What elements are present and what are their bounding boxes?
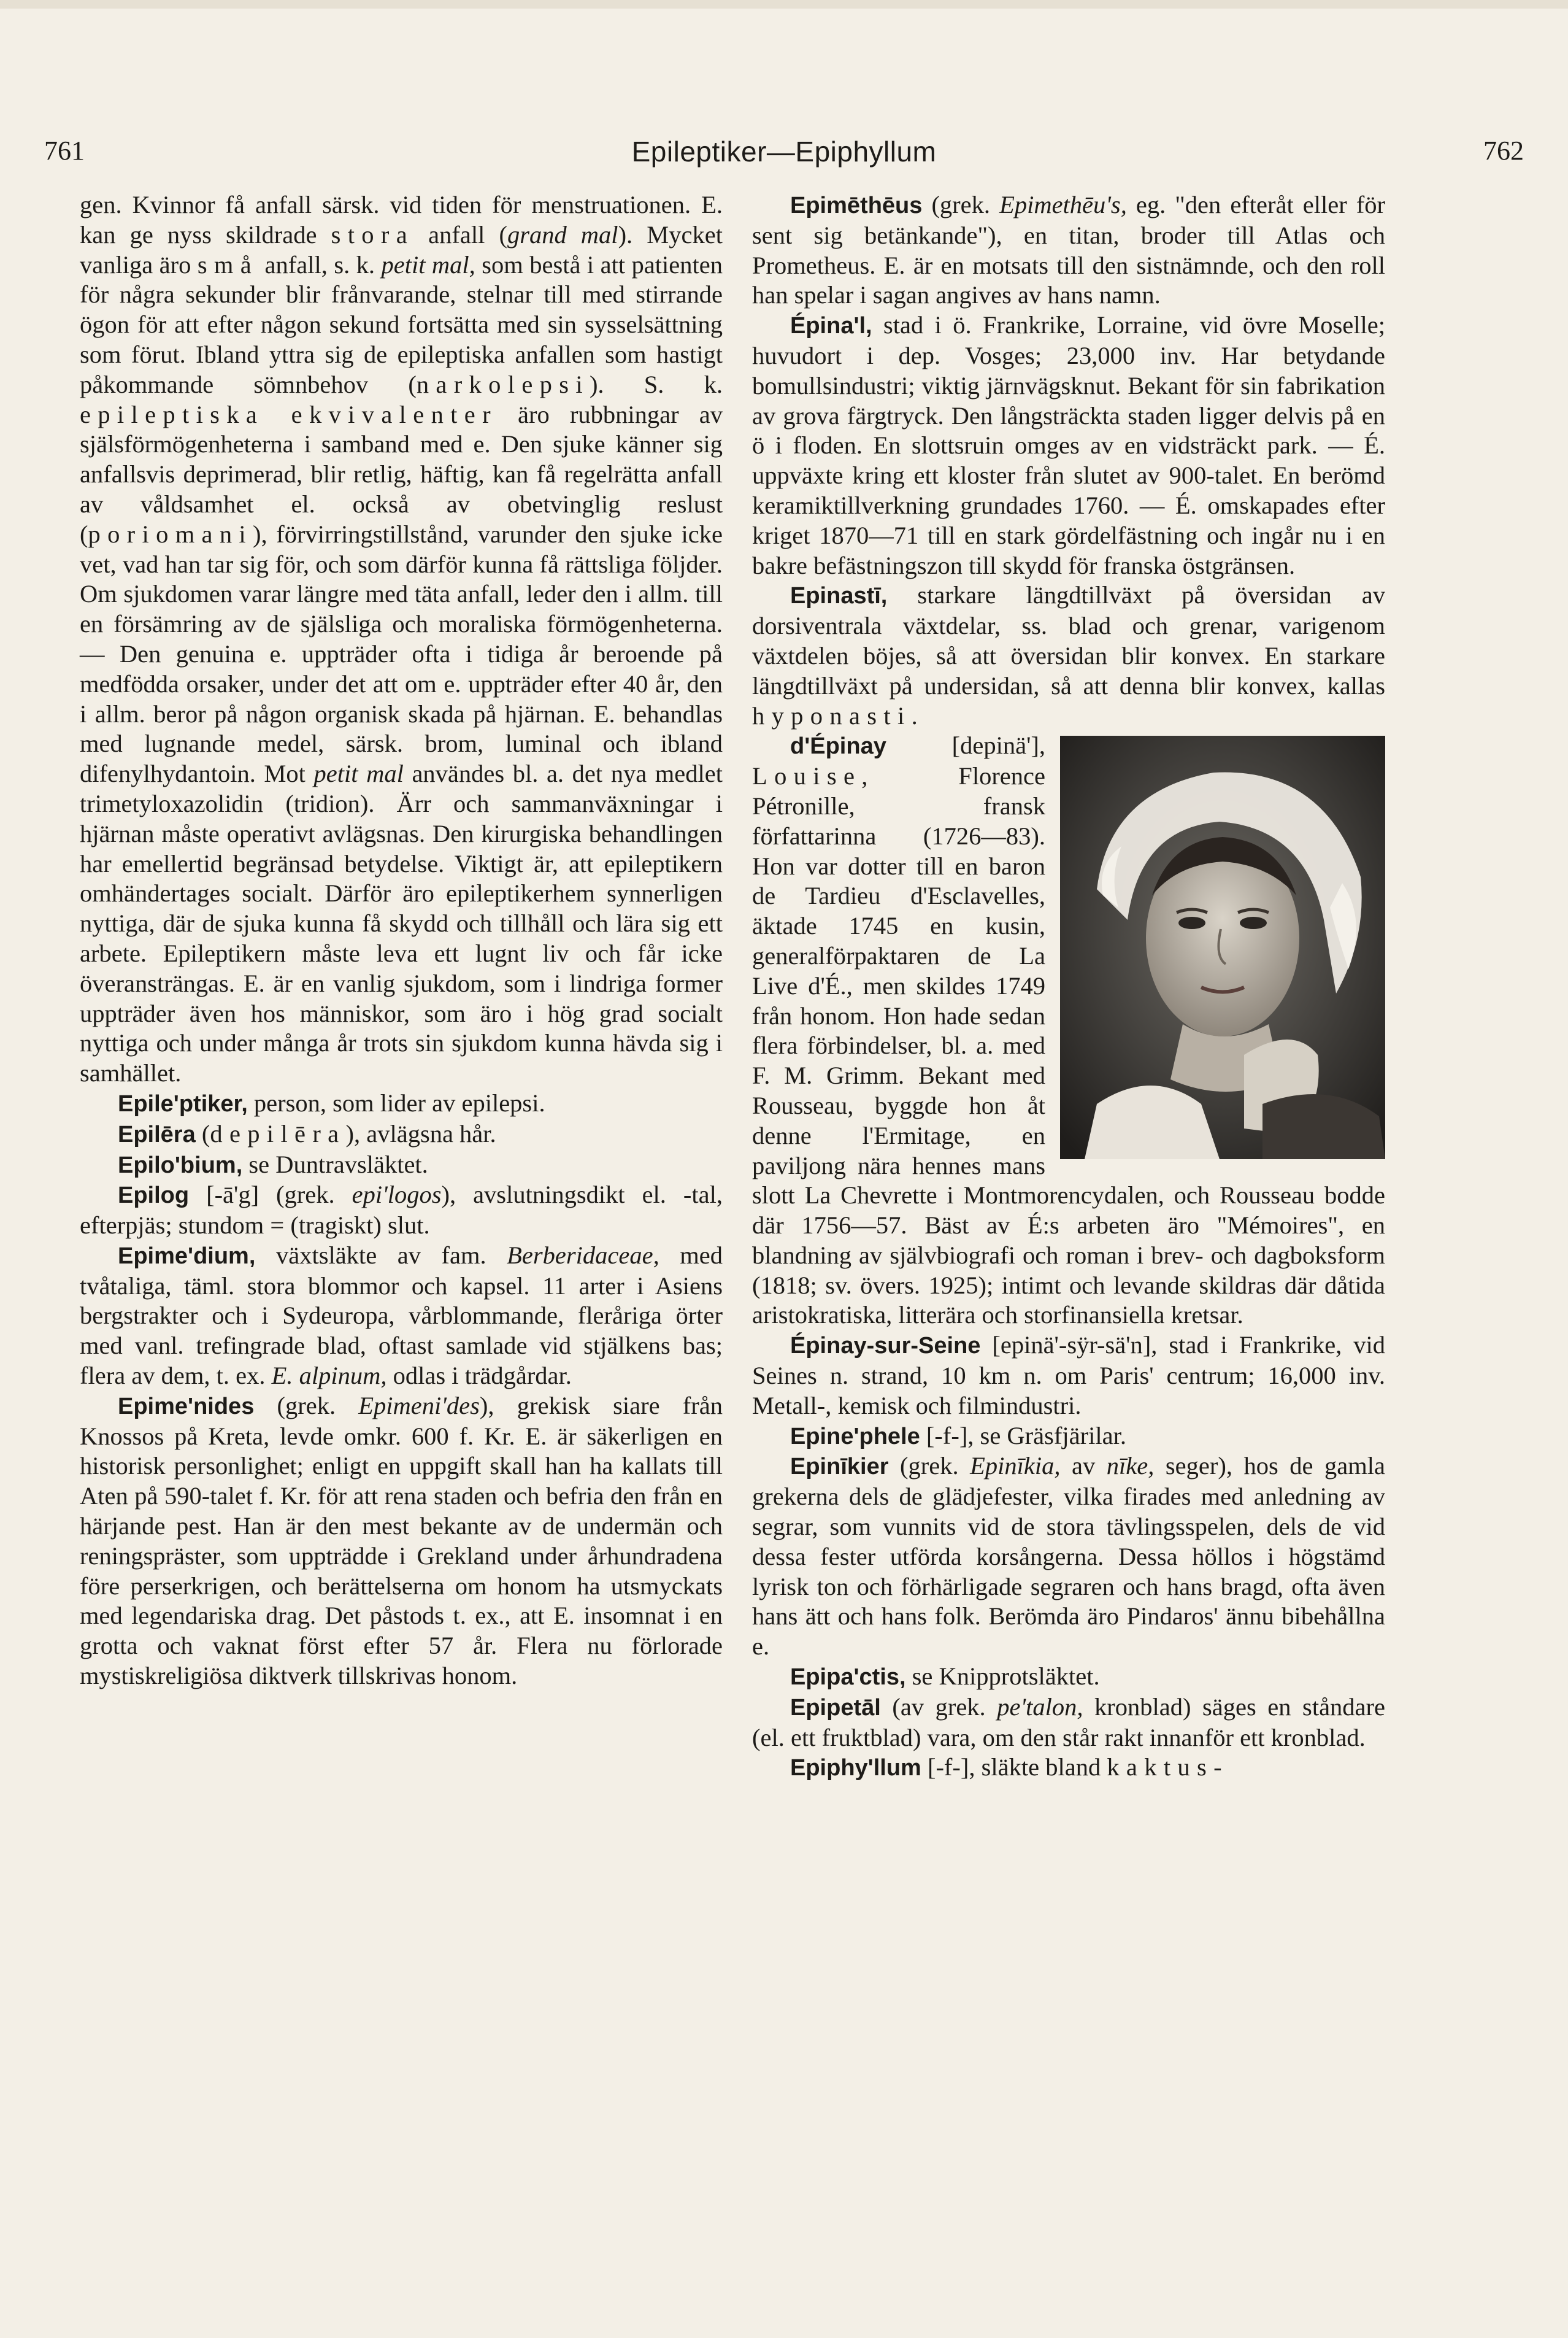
text-run: Florence Pétronille, fransk författarinna (1726—83). Hon var dotter till en baron de Tardieu d'Esclavelles, äktade 1745 en kusin, generalförpaktaren de La Live d'É., men skildes 1749 från honom. Hon hade sedan flera förbindelser, bl. a. med F. M. Grimm. Bekant med Rousseau, byggde hon åt denne l'Ermitage, en paviljong nära hennes mans slott La Chevrette i Montmorencydalen, och Rousseau bodde där 1756—57. Bäst av É:s arbeten äro "Mémoires", en blandning av självbiografi och roman i brev- och dagboksform (1818; sv. övers. 1925); intimt och levande skildras där dåtida aristokratiska, litterära och storfinansiella kretsar.: [752, 762, 1385, 1329]
right-column: [752, 190, 1385, 1783]
headword: Epipa'ctis,: [790, 1664, 906, 1691]
headword: Epine'phele: [790, 1423, 920, 1449]
text-run: anfall, s. k.: [258, 250, 382, 279]
text-run: anfall (: [414, 220, 507, 249]
italic-term: pe'talon,: [997, 1692, 1083, 1721]
page-top-edge: [0, 0, 1568, 9]
text-run: stad i ö. Frankrike, Lorraine, vid övre Moselle; huvudort i dep. Vosges; 23,000 inv. Har betydande bomullsindustri; viktig järnvägsknut. Bekant för sin fabrikation av grova färgtryck. Den långsträckta staden ligger delvis på en ö i floden. En slottsruin omges av en vidsträckt park. — É. uppväxte kring ett kloster från slutet av 900-talet. En berömd keramiktillverkning grundades 1760. — É. omskapades efter kriget 1870—71 till en stark gördelfästning och ingår nu i en bakre befästningszon till skydd för franska östgränsen.: [752, 311, 1385, 579]
dictionary-entry: [752, 1451, 1385, 1662]
headword: Epilēra: [118, 1121, 196, 1148]
text-run: ). Mycket vanliga äro: [80, 220, 723, 279]
headword: Epimēthēus: [790, 193, 923, 218]
headword: Epiphy'llum: [790, 1755, 921, 1781]
portrait-image: [1060, 736, 1385, 1159]
dictionary-entry: [752, 1753, 1385, 1783]
text-run: [-ā'g] (grek.: [189, 1181, 352, 1209]
text-run: (av grek.: [880, 1692, 997, 1721]
text-run: se Duntravsläktet.: [242, 1150, 428, 1178]
headword: Epime'dium,: [118, 1243, 256, 1269]
right-column-bottom-entries: [752, 1330, 1385, 1783]
dictionary-entry: [80, 1150, 723, 1181]
italic-term: petit mal,: [381, 250, 475, 279]
text-run: (grek.: [888, 1452, 970, 1480]
headword: d'Épinay: [790, 733, 886, 760]
text-run: gen. Kvinnor få anfall särsk. vid tiden för menstruationen. E. kan ge nyss skildrade: [80, 191, 723, 249]
text-run: ), förvirringstillstånd, varunder den sjuke icke vet, vad han tar sig för, och som därför kunna få rättsliga följder. Om sjukdomen varar längre med täta anfall, leder den i allm. till en försämring av de själsliga och moraliska förmögenheterna. — Den genuina e. uppträder ofta i tidiga år beroende på medfödda orsaker, under det att om e. uppträder efter 40 år, den i allm. beror på någon organisk skada på hjärnan. E. behandlas med lugnande medel, särsk. brom, luminal och ibland difenylhydantoin. Mot: [80, 520, 723, 788]
text-run: se Knipprotsläktet.: [905, 1662, 1100, 1691]
italic-term: Epimethēu's,: [999, 191, 1127, 218]
text-run: odlas i trädgårdar.: [386, 1362, 572, 1390]
page-number-left: 761: [44, 136, 85, 166]
entry-continuation: [80, 190, 723, 1089]
spaced-term: epileptiska ekvivalenter: [80, 400, 498, 428]
portrait-figure: [1060, 736, 1385, 1159]
headword: Epipetāl: [790, 1694, 881, 1721]
italic-term: grand mal: [507, 220, 618, 249]
dictionary-entry: [80, 1089, 723, 1119]
entry-epinay: [752, 731, 1385, 1330]
dictionary-entry: [752, 581, 1385, 731]
dictionary-entry: [752, 1662, 1385, 1692]
running-head: Epileptiker—Epiphyllum: [631, 136, 937, 168]
dictionary-entry: [752, 311, 1385, 581]
text-run: ), avslutningsdikt el. -tal, efterpjäs; stundom = (tragiskt) slut.: [80, 1181, 723, 1240]
text-run: .: [911, 701, 918, 730]
left-column: [80, 190, 723, 1691]
headword: Épina'l,: [790, 313, 872, 339]
text-run: ). S. k.: [589, 370, 723, 398]
dictionary-entry: [752, 1421, 1385, 1452]
text-run: [depinä'],: [886, 731, 1045, 760]
text-run: (grek.: [922, 191, 1000, 218]
text-run: [-f-], se Gräsfjärilar.: [920, 1421, 1126, 1449]
spaced-term: hyponasti: [752, 701, 912, 730]
headword: Epinīkier: [790, 1454, 889, 1480]
text-run: ), avlägsna hår.: [345, 1119, 496, 1148]
dictionary-entry: [752, 1330, 1385, 1421]
headword: Épinay-sur-Seine: [790, 1333, 981, 1359]
headword: Epilog: [118, 1183, 190, 1209]
text-run: ), grekisk siare från Knossos på Kreta, levde omkr. 600 f. Kr. E. är säkerligen en historisk personlighet; enligt en uppgift skall han ha kallats till Aten på 590-talet f. Kr. för att rena staden och befria den från en härjande pest. Han är den mest bekante av de undermän och reningspräster, som uppträdde i Grekland under århundradena före perserkrigen, och berättelserna om honom ha utsmyckats med legendariska drag. Det påstods t. ex., att E. insomnat i en grotta och vaknat först efter 57 år. Flera nu förlorade mystiskreligiösa diktverk tillskrivas honom.: [80, 1391, 723, 1690]
spaced-term: narkolepsi: [416, 370, 590, 398]
dictionary-entry: [80, 1180, 723, 1241]
italic-term: nīke,: [1106, 1452, 1155, 1480]
page-header: [0, 135, 1568, 178]
text-run: [epinä'-sÿr-sä'n], stad i Frankrike, vid Seines n. strand, 10 km n. om Paris' centrum; 16,000 inv. Metall-, kemisk och filmindustri.: [752, 1331, 1385, 1419]
text-run: användes bl. a. det nya medlet trimetyloxazolidin (tridion). Ärr och sammanväxningar i hjärnan måste operativt avlägsnas. Den kirurgiska behandlingen har emellertid begränsad betydelse. Viktigt är, att epileptikern omhändertages socialt. Därför äro epileptikerhem synnerligen nyttiga, där de sjuka kunna få skydd och tillhåll och lära sig ett arbete. Epileptikern måste leva ett lugnt liv och får icke överansträngas. E. är en vanlig sjukdom, som i lindriga former uppträder även hos människor, som äro i hög grad socialt nyttiga och under många år trots sin sjukdom kunna hävda sig i samhället.: [80, 760, 723, 1087]
italic-term: E. alpinum,: [271, 1362, 387, 1390]
dictionary-entry: [80, 1119, 723, 1150]
italic-term: Epinīkia,: [970, 1452, 1061, 1480]
page-number-right: 762: [1483, 136, 1524, 166]
right-column-top-entries: [752, 190, 1385, 731]
italic-term: Epimeni'des: [358, 1391, 480, 1419]
dictionary-entry: [80, 1391, 723, 1691]
text-run: seger), hos de gamla grekerna dels de glädjefester, vilka firades med anledning av segrar, som vunnits vid de stora tävlingsspelen, dels de vid dessa fester utförda korsångerna. Dessa höllos i högstämd lyrisk ton och förhärligade segraren och hans bragd, ofta även hans ätt och hans folk. Berömda äro Pindaros' ännu bibehållna e.: [752, 1452, 1385, 1661]
spaced-term: små: [197, 250, 259, 279]
text-run: äro rubbningar av själsförmögenheterna i samband med e. Den sjuke känner sig anfallsvis deprimerad, blir retlig, häftig, kan få regelrätta anfall av våldsamhet el. också av obetvinglig reslust (: [80, 400, 723, 548]
text-run: starkare längdtillväxt på översidan av dorsiventrala växtdelar, ss. blad och grenar, varigenom växtdelen böjes, så att översidan blir konvex. En starkare längdtillväxt på undersidan, så att denna blir konvex, kallas: [752, 581, 1385, 700]
text-run: av: [1060, 1452, 1107, 1480]
dictionary-entry: [752, 1692, 1385, 1753]
text-run: (grek.: [254, 1391, 359, 1419]
text-run: (: [195, 1119, 210, 1148]
italic-term: Berberidaceae,: [507, 1241, 659, 1269]
text-run: med tvåtaliga, täml. stora blommor och kapsel. 11 arter i Asiens bergstrakter och i Sydeuropa, vårblommande, fleråriga örter med vanl. trefingrade blad, oftast samlade vid stjälkens bas; flera av dem, t. ex.: [80, 1241, 723, 1390]
spaced-term: poriomani: [88, 520, 253, 548]
italic-term: epi'logos: [352, 1181, 442, 1209]
text-run: kronblad) säges en ståndare (el. ett fruktblad) vara, om den står rakt innanför ett kronblad.: [752, 1692, 1385, 1751]
headword: Epilo'bium,: [118, 1152, 243, 1178]
spaced-term: stora: [331, 220, 415, 249]
italic-term: petit mal: [313, 760, 404, 788]
text-run: som bestå i att patienten för några sekunder blir frånvarande, stelnar till med stirrande ögon för att efter någon sekund fortsätta med sin sysselsättning som förut. Ibland yttra sig de epileptiska anfallen som hastigt påkommande sömnbehov (: [80, 250, 723, 398]
spaced-term: Louise,: [752, 762, 875, 790]
text-run: växtsläkte av fam.: [255, 1241, 507, 1269]
text-run: eg. "den efteråt eller för sent sig betänkande"), en titan, broder till Atlas och Prometheus. E. är en motsats till den sistnämnde, och den roll han spelar i sagan angives av hans namn.: [752, 191, 1386, 309]
headword: Epinastī,: [790, 583, 888, 609]
dictionary-entry: [80, 1241, 723, 1391]
spaced-term: depilēra: [210, 1119, 346, 1148]
spaced-term: kaktus-: [1107, 1753, 1229, 1781]
dictionary-entry: [752, 190, 1385, 311]
headword: Epile'ptiker,: [118, 1090, 248, 1117]
headword: Epime'nides: [118, 1393, 255, 1419]
text-run: person, som lider av epilepsi.: [247, 1089, 545, 1117]
text-run: [-f-], släkte bland: [921, 1753, 1107, 1781]
